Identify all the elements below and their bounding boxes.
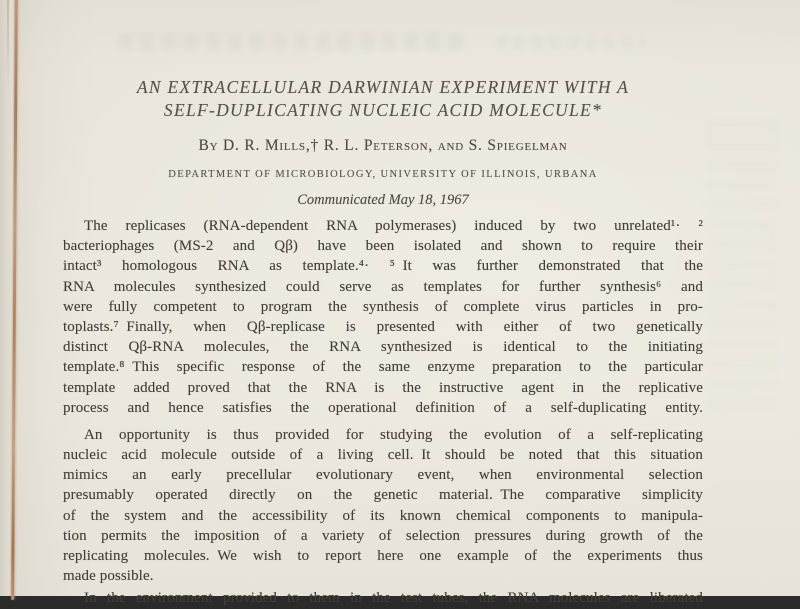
article-header xyxy=(63,76,703,209)
text-line: An opportunity is thus provided for studying the evolution of a self-replicating xyxy=(84,426,703,443)
article-authors: By D. R. Mills,† R. L. Peterson, and S. Spiegelman xyxy=(198,137,568,154)
paragraph-3-partial xyxy=(63,588,703,608)
text-line: RNA molecules synthesized could serve as templates for further synthesis⁶ and xyxy=(63,278,703,295)
text-line: nucleic acid molecule outside of a living cell. It should be noted that this situation xyxy=(63,447,703,464)
article-body xyxy=(63,216,703,609)
text-line: The replicases (RNA-dependent RNA polymerases) induced by two unrelated¹· ² xyxy=(84,218,703,234)
paragraph-1 xyxy=(63,216,703,418)
showthrough-smudge xyxy=(118,33,468,50)
article-communicated-date: Communicated May 18, 1967 xyxy=(297,192,469,208)
showthrough-smudge xyxy=(706,120,778,420)
page-binding-line-secondary xyxy=(7,0,9,90)
text-line: of the system and the accessibility of its known chemical components to manipula- xyxy=(63,507,703,524)
text-line: were fully competent to program the synthesis of complete virus particles in pro- xyxy=(63,298,703,315)
article-title-line-2: SELF-DUPLICATING NUCLEIC ACID MOLECULE* xyxy=(163,100,603,120)
text-line: In the environment provided to them in the test tubes, the RNA molecules are liberated xyxy=(84,590,703,607)
text-line: template added proved that the RNA is the instructive agent in the replicative xyxy=(63,379,703,396)
text-line: presumably operated directly on the genetic material. The comparative simplicity xyxy=(63,487,703,504)
text-line: toplasts.⁷ Finally, when Qβ-replicase is presented with either of two genetically xyxy=(63,318,703,335)
article-title-line-1: AN EXTRACELLULAR DARWINIAN EXPERIMENT WITH A xyxy=(136,77,630,97)
showthrough-smudge xyxy=(496,36,646,49)
text-line: tion permits the imposition of a variety of selection pressures during growth of the xyxy=(63,527,703,544)
text-line: intact³ homologous RNA as template.⁴· ⁵ It was further demonstrated that the xyxy=(63,258,703,275)
text-line: made possible. xyxy=(63,568,154,585)
article-affiliation: DEPARTMENT OF MICROBIOLOGY, UNIVERSITY OF ILLINOIS, URBANA xyxy=(168,169,598,180)
text-line: replicating molecules. We wish to report here one example of the experiments thus xyxy=(63,548,703,564)
article-title xyxy=(63,76,703,122)
text-line: template.⁸ This specific response of the same enzyme preparation to the particular xyxy=(63,359,703,376)
text-line: mimics an early precellular evolutionary event, when environmental selection xyxy=(63,467,703,484)
paragraph-2 xyxy=(63,425,703,587)
text-line: distinct Qβ-RNA molecules, the RNA synthesized is identical to the initiating xyxy=(63,339,703,356)
text-line: process and hence satisfies the operational definition of a self-duplicating entity. xyxy=(63,399,703,416)
text-line: bacteriophages (MS-2 and Qβ) have been isolated and shown to require their xyxy=(63,238,703,255)
